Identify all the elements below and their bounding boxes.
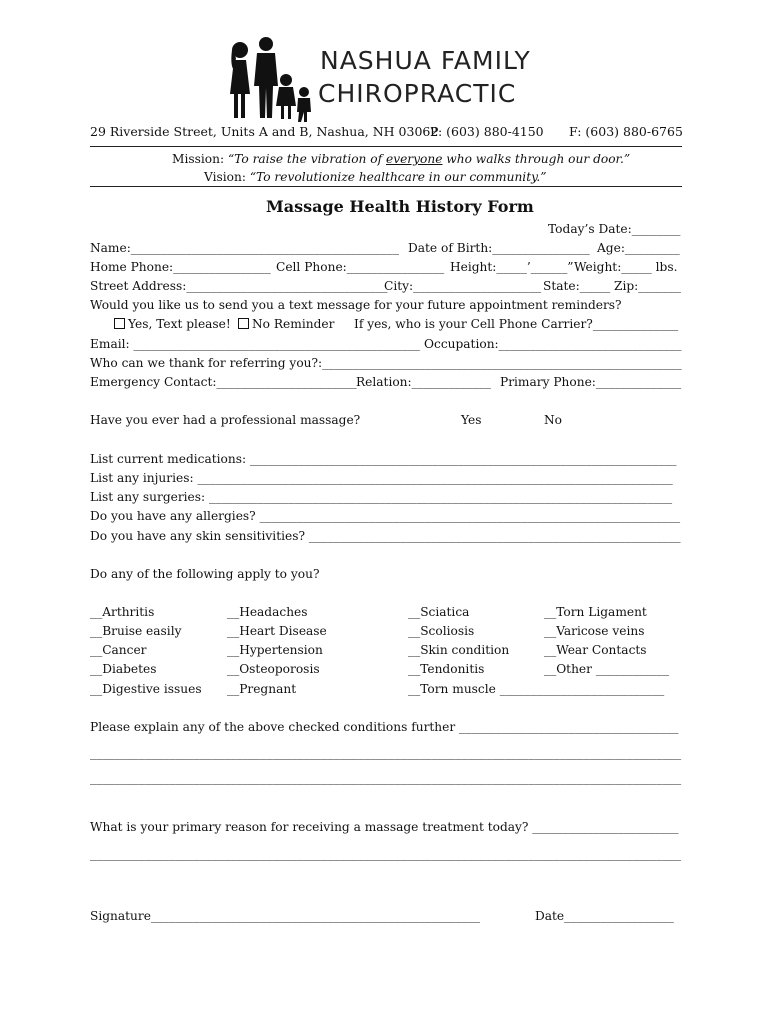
name-field[interactable]: Name:____________________________________________: [90, 241, 399, 255]
condition-item[interactable]: __Cancer: [90, 643, 147, 657]
condition-item[interactable]: __Wear Contacts: [544, 643, 647, 657]
emergency-contact-field[interactable]: Emergency Contact:_______________________: [90, 375, 357, 389]
condition-item[interactable]: __Torn muscle ___________________________: [408, 682, 665, 696]
condition-item[interactable]: __Hypertension: [227, 643, 323, 657]
condition-item[interactable]: __Torn Ligament: [544, 605, 647, 619]
blank-line[interactable]: _________________________________________________________________________________________________: [90, 746, 682, 760]
phone-number: P: (603) 880-4150: [430, 124, 544, 139]
signature-field[interactable]: Signature______________________________________________________: [90, 909, 481, 923]
explain-conditions-field[interactable]: Please explain any of the above checked conditions further ____________________________________: [90, 720, 679, 734]
referral-field[interactable]: Who can we thank for referring you?:___________________________________________________________: [90, 356, 682, 370]
relation-field[interactable]: Relation:_____________: [356, 375, 491, 389]
signature-date-field[interactable]: Date__________________: [535, 909, 674, 923]
condition-item[interactable]: __Headaches: [227, 605, 308, 619]
carrier-field[interactable]: If yes, who is your Cell Phone Carrier?______________: [354, 317, 679, 331]
city-field[interactable]: City:_____________________: [384, 279, 542, 293]
form-title: Massage Health History Form: [266, 197, 534, 216]
street-address-field[interactable]: Street Address:_________________________________: [90, 279, 388, 293]
condition-item[interactable]: __Digestive issues: [90, 682, 202, 696]
condition-item[interactable]: __Other ____________: [544, 662, 669, 676]
skin-sensitivities-field[interactable]: Do you have any skin sensitivities? _____________________________________________________________: [90, 529, 681, 543]
condition-item[interactable]: __Heart Disease: [227, 624, 327, 638]
occupation-field[interactable]: Occupation:______________________________: [424, 337, 682, 351]
massage-no-option[interactable]: No: [544, 413, 563, 427]
surgeries-field[interactable]: List any surgeries: ____________________________________________________________________________: [90, 490, 673, 504]
condition-item[interactable]: __Diabetes: [90, 662, 157, 676]
condition-item[interactable]: __Scoliosis: [408, 624, 475, 638]
todays-date-field[interactable]: Today’s Date:________: [548, 222, 681, 236]
condition-item[interactable]: __Tendonitis: [408, 662, 485, 676]
condition-item[interactable]: __Bruise easily: [90, 624, 182, 638]
reason-field[interactable]: What is your primary reason for receiving a massage treatment today? ________________________: [90, 820, 679, 834]
logo-line-2: CHIROPRACTIC: [318, 79, 517, 108]
condition-item[interactable]: __Sciatica: [408, 605, 470, 619]
zip-field[interactable]: Zip:_______: [614, 279, 681, 293]
conditions-question: Do any of the following apply to you?: [90, 567, 320, 581]
medications-field[interactable]: List current medications: ______________________________________________________________________: [90, 452, 677, 466]
mission-statement: Mission: “To raise the vibration of everyone who walks through our door.”: [172, 152, 631, 166]
primary-phone-field[interactable]: Primary Phone:______________: [500, 375, 682, 389]
injuries-field[interactable]: List any injuries: ______________________________________________________________________________: [90, 471, 673, 485]
massage-question: Have you ever had a professional massage?: [90, 413, 361, 427]
blank-line[interactable]: _________________________________________________________________________________________________: [90, 847, 682, 861]
condition-item[interactable]: __Osteoporosis: [227, 662, 320, 676]
divider-top: [90, 146, 682, 147]
age-field[interactable]: Age:_________: [597, 241, 680, 255]
massage-yes-option[interactable]: Yes: [461, 413, 482, 427]
checkbox-icon[interactable]: [114, 318, 125, 329]
height-field[interactable]: Height:_____’______”: [450, 260, 574, 274]
checkbox-icon[interactable]: [238, 318, 249, 329]
fax-number: F: (603) 880-6765: [569, 124, 683, 139]
home-phone-field[interactable]: Home Phone:________________: [90, 260, 271, 274]
text-reminder-question: Would you like us to send you a text message for your future appointment reminders?: [90, 298, 622, 312]
condition-item[interactable]: __Skin condition: [408, 643, 510, 657]
address: 29 Riverside Street, Units A and B, Nashua, NH 03062: [90, 124, 439, 139]
cell-phone-field[interactable]: Cell Phone:________________: [276, 260, 445, 274]
blank-line[interactable]: _________________________________________________________________________________________________: [90, 771, 682, 785]
yes-text-option[interactable]: Yes, Text please!: [114, 316, 231, 332]
allergies-field[interactable]: Do you have any allergies? _____________________________________________________________________: [90, 509, 681, 523]
vision-statement: Vision: “To revolutionize healthcare in our community.”: [204, 170, 547, 184]
dob-field[interactable]: Date of Birth:________________: [408, 241, 590, 255]
divider-bottom: [90, 186, 682, 187]
state-field[interactable]: State:_____: [543, 279, 611, 293]
email-field[interactable]: Email: _______________________________________________: [90, 337, 420, 351]
family-silhouette-logo: [224, 36, 320, 124]
weight-field[interactable]: Weight:_____ lbs.: [574, 260, 678, 274]
logo-line-1: NASHUA FAMILY: [320, 46, 531, 75]
condition-item[interactable]: __Pregnant: [227, 682, 297, 696]
no-reminder-option[interactable]: No Reminder: [238, 316, 334, 332]
condition-item[interactable]: __Arthritis: [90, 605, 155, 619]
condition-item[interactable]: __Varicose veins: [544, 624, 645, 638]
